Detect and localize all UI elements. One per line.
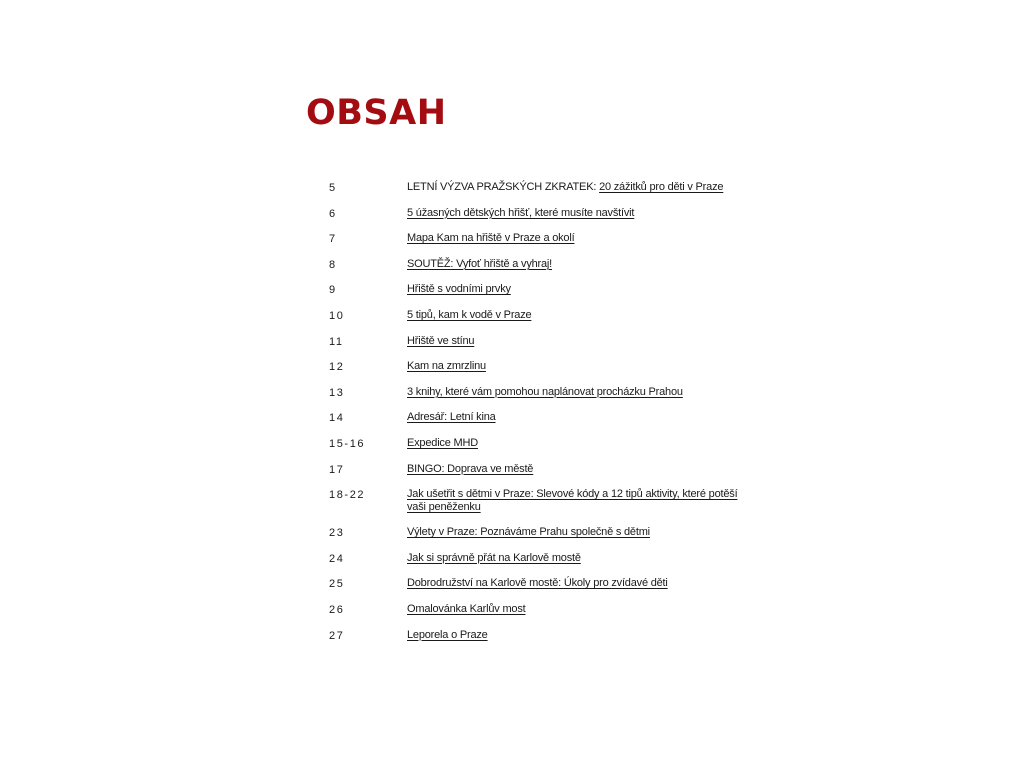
toc-entry-link[interactable]: Expedice MHD [407, 436, 478, 449]
toc-row [329, 437, 749, 451]
toc-page-number: 10 [329, 309, 345, 322]
toc-row [329, 309, 749, 323]
toc-entry-link[interactable]: Kam na zmrzlinu [407, 360, 486, 373]
toc-entry-link[interactable]: 20 zážitků pro děti v Praze [599, 181, 724, 193]
toc-entry [407, 283, 749, 296]
toc-page-number: 24 [329, 552, 345, 565]
toc-entry [407, 335, 749, 348]
toc-entry [407, 360, 749, 373]
toc-entry-link[interactable]: BINGO: Doprava ve městě [407, 462, 534, 475]
toc-page-number: 27 [329, 629, 345, 642]
toc-page-number: 18-22 [329, 489, 366, 502]
toc-page-number: 25 [329, 578, 345, 591]
toc-entry-link[interactable]: Hřiště s vodními prvky [407, 283, 511, 296]
toc-row [329, 335, 749, 349]
toc-entry-link[interactable]: SOUTĚŽ: Vyfoť hřiště a vyhraj! [407, 257, 553, 270]
toc-entry [407, 386, 749, 399]
toc-entry-link[interactable]: Hřiště ve stínu [407, 334, 475, 347]
toc-row [329, 603, 749, 617]
toc-entry-link[interactable]: Výlety v Praze: Poznáváme Prahu společně s dětmi [407, 526, 650, 539]
toc-page-number: 7 [329, 233, 337, 246]
toc-row [329, 360, 749, 374]
toc-page-number: 13 [329, 386, 345, 399]
toc-entry [407, 437, 749, 450]
toc-page-number: 8 [329, 258, 337, 271]
page-title: OBSAH [306, 93, 447, 133]
toc-row [329, 488, 749, 514]
toc-entry-link[interactable]: Jak ušetřit s dětmi v Praze: Slevové kódy a 12 tipů aktivity, které potěší vaši peněženku [407, 488, 738, 514]
toc-entry-link[interactable]: 5 tipů, kam k vodě v Praze [407, 308, 532, 321]
toc-entry-link[interactable]: Dobrodružství na Karlově mostě: Úkoly pro zvídavé děti [407, 577, 668, 590]
toc-page-number: 11 [329, 335, 344, 348]
table-of-contents [329, 181, 749, 654]
toc-page-number: 14 [329, 412, 345, 425]
toc-entry [407, 258, 749, 271]
toc-entry [407, 629, 749, 642]
toc-entry-link[interactable]: Leporela o Praze [407, 628, 488, 641]
toc-page-number: 5 [329, 182, 337, 194]
toc-page-number: 12 [329, 361, 345, 374]
toc-page-number: 9 [329, 284, 337, 297]
toc-entry [407, 488, 749, 514]
toc-row [329, 577, 749, 591]
toc-entry [407, 577, 749, 590]
toc-entry-link[interactable]: Mapa Kam na hřiště v Praze a okolí [407, 232, 575, 245]
toc-row [329, 181, 749, 195]
toc-entry [407, 207, 749, 220]
toc-row [329, 411, 749, 425]
toc-row [329, 552, 749, 566]
toc-entry-link[interactable]: 5 úžasných dětských hřišť, které musíte navštívit [407, 206, 635, 219]
toc-entry [407, 181, 749, 194]
toc-row [329, 232, 749, 246]
toc-page-number: 17 [329, 463, 345, 476]
toc-entry [407, 552, 749, 565]
toc-entry-link[interactable]: Jak si správně přát na Karlově mostě [407, 551, 581, 564]
toc-row [329, 258, 749, 272]
toc-row [329, 526, 749, 540]
toc-entry [407, 463, 749, 476]
toc-entry-prefix: LETNÍ VÝZVA PRAŽSKÝCH ZKRATEK: [407, 181, 600, 193]
toc-page-number: 15-16 [329, 437, 366, 450]
toc-row [329, 463, 749, 477]
toc-entry-link[interactable]: Omalovánka Karlův most [407, 602, 526, 615]
toc-row [329, 386, 749, 400]
toc-page-number: 26 [329, 603, 345, 616]
toc-page-number: 23 [329, 527, 345, 540]
toc-entry [407, 526, 749, 539]
toc-page-number: 6 [329, 207, 337, 220]
toc-entry [407, 232, 749, 245]
toc-entry [407, 411, 749, 424]
toc-entry-link[interactable]: Adresář: Letní kina [407, 411, 496, 424]
toc-row [329, 629, 749, 643]
toc-row [329, 283, 749, 297]
toc-entry-link[interactable]: 3 knihy, které vám pomohou naplánovat procházku Prahou [407, 385, 683, 398]
toc-entry [407, 603, 749, 616]
toc-row [329, 207, 749, 221]
toc-entry [407, 309, 749, 322]
